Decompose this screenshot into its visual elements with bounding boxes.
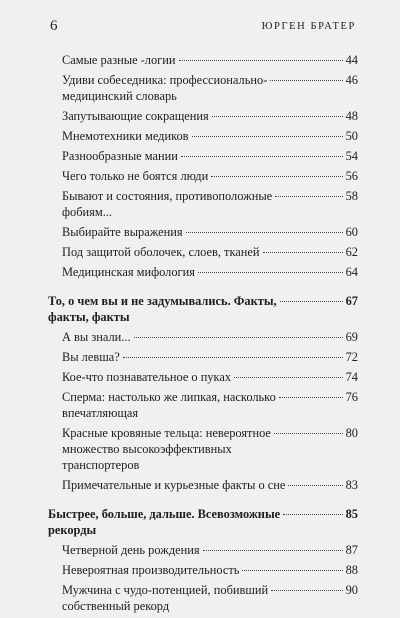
toc-entry-title: Чего только не боятся люди [62,169,209,183]
toc-page-number: 58 [345,189,358,203]
toc-entry-title: Под защитой оболочек, слоев, тканей [62,245,260,259]
toc-entry-title: Запутывающие сокращения [62,109,209,123]
toc-chapter-entry [48,293,358,325]
toc-entry-title: Разнообразные мании [62,149,178,163]
toc-entry [48,72,358,104]
toc-entry [48,224,358,240]
toc-entry-title: А вы знали... [62,330,131,344]
toc-entry-title: Примечательные и курьезные факты о сне [62,478,286,492]
dot-leader [134,337,343,338]
toc-page-number: 72 [345,350,358,364]
toc-entry-title: Самые разные -логии [62,53,176,67]
page-number: 6 [50,18,58,34]
toc-entry-title: Мужчина с чудо-потенцией, побивший собственный рекорд [62,583,269,613]
toc-page-number: 56 [345,169,358,183]
toc-page-number: 67 [345,294,358,308]
toc-entry-title: Невероятная производительность [62,563,240,577]
dot-leader [263,252,343,253]
toc-page-number: 74 [345,370,358,384]
toc-entry [48,264,358,280]
dot-leader [192,136,343,137]
dot-leader [279,397,343,398]
table-of-contents [48,52,358,618]
toc-page-number: 90 [345,583,358,597]
toc-page-number: 85 [345,507,358,521]
toc-entry [48,329,358,345]
toc-entry [48,582,358,614]
toc-entry-title: Мнемотехники медиков [62,129,189,143]
dot-leader [234,377,343,378]
dot-leader [123,357,343,358]
toc-entry [48,369,358,385]
toc-page-number: 69 [345,330,358,344]
toc-entry [48,128,358,144]
toc-entry-title: Вы левша? [62,350,120,364]
toc-entry [48,562,358,578]
dot-leader [274,433,343,434]
toc-page-number: 87 [345,543,358,557]
toc-entry [48,425,358,473]
dot-leader [270,80,342,81]
dot-leader [211,176,342,177]
toc-chapter-entry [48,506,358,538]
toc-page-number: 62 [345,245,358,259]
dot-leader [212,116,343,117]
toc-entry-title: Быстрее, больше, дальше. Всевозможные рекорды [48,507,281,537]
toc-page-number: 46 [345,73,358,87]
toc-page-number: 54 [345,149,358,163]
toc-entry [48,542,358,558]
toc-entry [48,168,358,184]
toc-entry [48,349,358,365]
toc-entry-title: Выбирайте выражения [62,225,183,239]
toc-page-number: 76 [345,390,358,404]
dot-leader [181,156,343,157]
toc-page-number: 83 [345,478,358,492]
toc-entry-title: Красные кровяные тельца: невероятное множество высокоэффективных транспортеров [62,426,271,472]
toc-entry-title: Медицинская мифология [62,265,195,279]
dot-leader [275,196,342,197]
toc-entry [48,477,358,493]
toc-page-number: 88 [345,563,358,577]
toc-entry [48,108,358,124]
toc-entry-title: Сперма: настолько же липкая, насколько впечатляющая [62,390,276,420]
toc-entry-title: То, о чем вы и не задумывались. Факты, факты, факты [48,294,277,324]
toc-entry [48,52,358,68]
dot-leader [271,590,342,591]
dot-leader [280,301,343,302]
dot-leader [242,570,342,571]
toc-entry [48,148,358,164]
dot-leader [186,232,343,233]
dot-leader [203,550,343,551]
toc-entry [48,389,358,421]
toc-entry-title: Бывают и состояния, противоположные фобиям... [62,189,273,219]
toc-page-number: 60 [345,225,358,239]
dot-leader [283,514,342,515]
toc-entry-title: Кое-что познавательное о пуках [62,370,232,384]
running-head: ЮРГЕН БРАТЕР [261,21,356,32]
toc-page-number: 64 [345,265,358,279]
toc-page-number: 44 [345,53,358,67]
toc-page-number: 80 [345,426,358,440]
dot-leader [198,272,343,273]
toc-page-number: 50 [345,129,358,143]
toc-entry [48,188,358,220]
toc-entry-title: Четверной день рождения [62,543,200,557]
toc-entry [48,244,358,260]
toc-entry-title: Удиви собеседника: профессионально- медицинский словарь [62,73,268,103]
toc-page-number: 48 [345,109,358,123]
dot-leader [179,60,343,61]
dot-leader [288,485,342,486]
